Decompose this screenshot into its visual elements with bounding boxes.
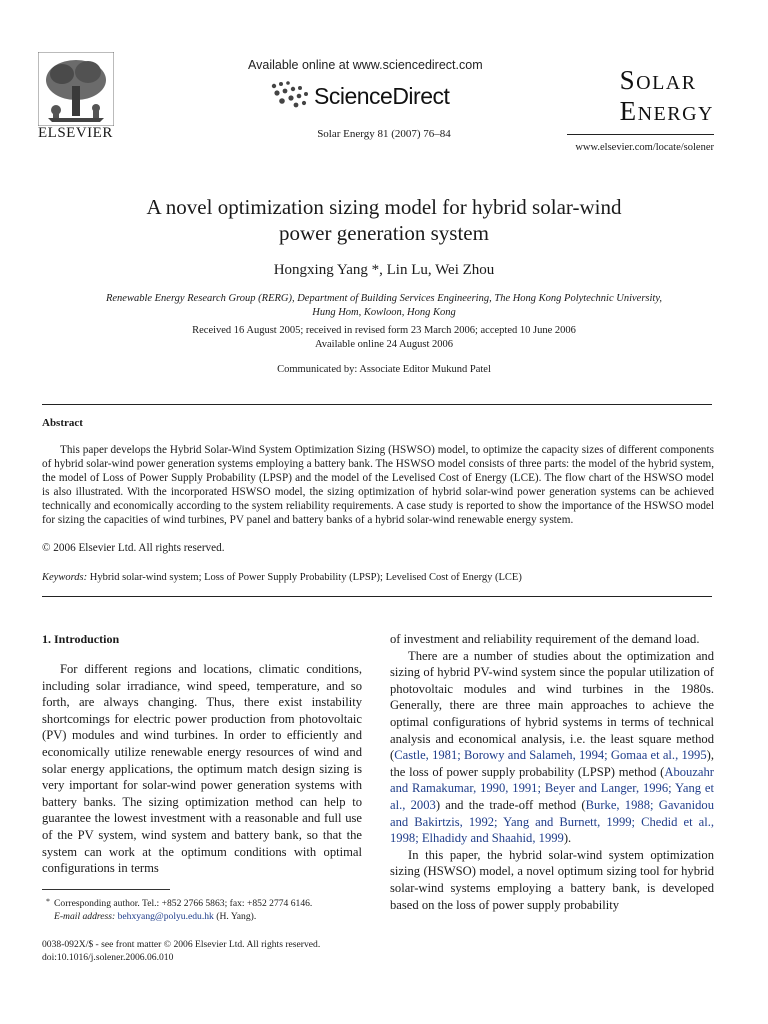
footnote-rule bbox=[42, 889, 170, 890]
citation-link-1[interactable]: Castle, 1981; Borowy and Salameh, 1994; Gomaa et al., 1995 bbox=[394, 748, 707, 763]
journal-reference: Solar Energy 81 (2007) 76–84 bbox=[317, 128, 451, 140]
affiliation-line-1: Renewable Energy Research Group (RERG), Department of Building Services Engineering, The Hong Kong Polytechnic University, bbox=[105, 293, 663, 304]
title-line-1: A novel optimization sizing model for hybrid solar-wind bbox=[146, 195, 622, 219]
citation-link-2[interactable]: Abouzahr and Ramakumar, 1990, 1991; Beyer and Langer, 1996; Yang et al., 2003 bbox=[390, 764, 714, 812]
keywords-label: Keywords: bbox=[42, 572, 88, 583]
email-link[interactable]: behxyang@polyu.edu.hk bbox=[117, 910, 214, 922]
received-dates: Received 16 August 2005; received in revised form 23 March 2006; accepted 10 June 2006 bbox=[192, 325, 576, 336]
email-suffix: (H. Yang). bbox=[216, 910, 257, 922]
doi-line[interactable]: doi:10.1016/j.solener.2006.06.010 bbox=[42, 952, 174, 963]
intro-paragraph-continued: of investment and reliability requirement of the demand load. bbox=[390, 632, 700, 646]
para2-text-d: ). bbox=[563, 831, 572, 846]
title-line-2: power generation system bbox=[279, 221, 489, 245]
keywords-line bbox=[42, 572, 522, 583]
article-title bbox=[60, 194, 708, 246]
article-dates bbox=[0, 324, 768, 352]
sciencedirect-dots-icon bbox=[268, 80, 312, 110]
journal-name-initial-2: E bbox=[619, 96, 638, 126]
citation-link-3[interactable]: Burke, 1988; Gavanidou and Bakirtzis, 1992; Yang and Burnett, 1999; Chedid et al., 1998; Elhadidy and Shaahid, 1999 bbox=[390, 797, 714, 846]
footnote bbox=[42, 898, 372, 923]
intro-paragraph-3: In this paper, the hybrid solar-wind system optimization sizing (HSWSO) model, a novel optimum sizing tool for hybrid solar-wind systems employing a battery bank, is developed based on the loss of power supply probability bbox=[390, 847, 714, 912]
section-heading-introduction: 1. Introduction bbox=[42, 632, 120, 646]
publisher-name: ELSEVIER bbox=[38, 125, 113, 141]
journal-name-rest-2: NERGY bbox=[637, 103, 714, 125]
issn-line: 0038-092X/$ - see front matter © 2006 Elsevier Ltd. All rights reserved. bbox=[42, 939, 321, 950]
abstract-bottom-rule bbox=[42, 596, 712, 597]
front-matter-info bbox=[42, 938, 320, 964]
intro-paragraph-1: For different regions and locations, climatic conditions, including solar irradiance, wind speed, temperature, and so forth, are always changing. Thus, there exist instability shortcomings for electric power production from photovoltaic (PV) modules and wind turbines. In order to efficiently and economically utilize renewable energy resources of wind and solar energy applications, the optimum match design sizing is very important for solar-wind power generation systems with battery banks. The sizing optimization method can help to guarantee the lowest investment with a reasonable and full use of the PV system, wind system and battery bank, so that the system can work at the optimum conditions with optimal configurations in terms bbox=[42, 662, 362, 876]
keywords-text: Hybrid solar-wind system; Loss of Power Supply Probability (LPSP); Levelised Cost of Energy (LCE) bbox=[89, 572, 522, 583]
corresponding-author-line: Corresponding author. Tel.: +852 2766 5863; fax: +852 2774 6146. bbox=[54, 898, 313, 909]
journal-divider bbox=[567, 134, 714, 135]
abstract-top-rule bbox=[42, 404, 712, 405]
journal-name bbox=[620, 66, 714, 128]
abstract-text bbox=[42, 444, 714, 527]
email-line bbox=[42, 911, 372, 924]
left-column bbox=[42, 661, 362, 877]
abstract-heading: Abstract bbox=[42, 417, 83, 429]
abstract-copyright: © 2006 Elsevier Ltd. All rights reserved. bbox=[42, 542, 225, 554]
article-authors: Hongxing Yang *, Lin Lu, Wei Zhou bbox=[273, 262, 495, 278]
email-label: E-mail address: bbox=[54, 910, 116, 922]
available-date: Available online 24 August 2006 bbox=[314, 339, 454, 350]
author-affiliation bbox=[60, 292, 708, 320]
sciencedirect-wordmark: ScienceDirect bbox=[314, 83, 450, 109]
communicated-by: Communicated by: Associate Editor Mukund Patel bbox=[277, 364, 491, 375]
elsevier-tree-logo-icon bbox=[38, 52, 114, 126]
footnote-marker: * bbox=[46, 897, 50, 906]
journal-name-rest-1: OLAR bbox=[636, 72, 697, 94]
abstract-paragraph: This paper develops the Hybrid Solar-Wind System Optimization Sizing (HSWSO) model, to optimize the capacity sizes of different components of hybrid solar-wind power generation systems employing a battery bank. The HSWSO model consists of three parts: the model of the hybrid system, the model of Loss of Power Supply Probability (LPSP) and the model of the Levelised Cost of Energy (LCE). The flow chart of the HSWSO model is also illustrated. With the incorporated HSWSO model, the sizing optimization of hybrid solar-wind power generation systems can be achieved technically and economically according to the system reliability requirements. A case study is reported to show the importance of the HSWSO model for sizing the capacities of wind turbines, PV panel and battery banks of a hybrid solar-wind renewable energy system. bbox=[42, 444, 714, 526]
para2-text-a: There are a number of studies about the optimization and sizing of hybrid PV-wind system since the popular utilization of photovoltaic modules and wind turbines in the 1980s. Generally, there are three main approaches to achieve the optimal configurations of hybrid systems in terms of technical analysis and economical analysis, i.e. the least square method ( bbox=[390, 648, 714, 763]
available-online-text[interactable]: Available online at www.sciencedirect.com bbox=[248, 58, 483, 72]
affiliation-line-2: Hung Hom, Kowloon, Hong Kong bbox=[312, 307, 456, 318]
right-column bbox=[390, 631, 714, 913]
journal-url-link[interactable]: www.elsevier.com/locate/solener bbox=[575, 142, 714, 153]
para2-text-c: ) and the trade-off method ( bbox=[435, 797, 586, 812]
para2-text-b: ), the loss of power supply probability (LPSP) method ( bbox=[390, 748, 714, 779]
intro-paragraph-2 bbox=[390, 648, 714, 847]
journal-name-initial-1: S bbox=[619, 65, 637, 95]
